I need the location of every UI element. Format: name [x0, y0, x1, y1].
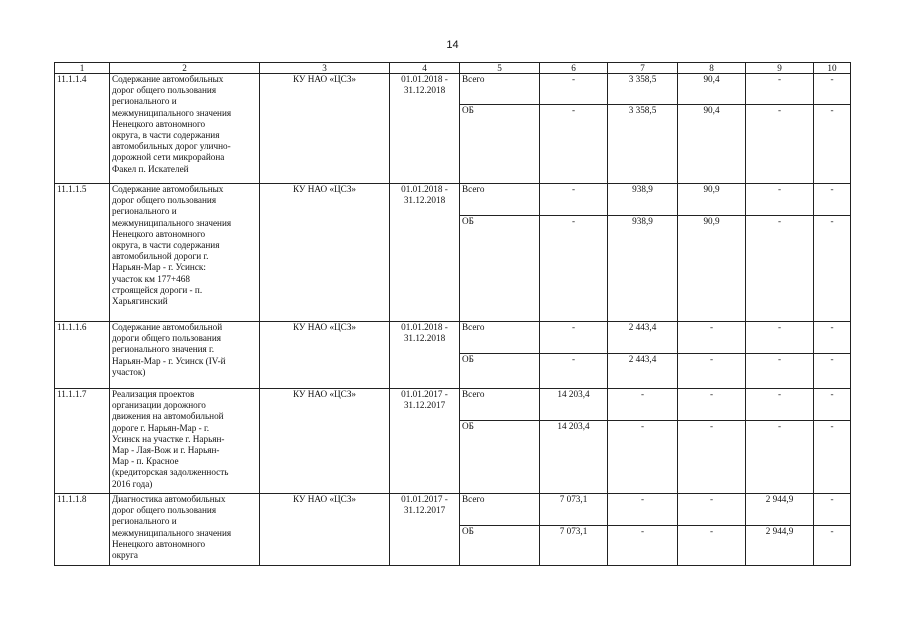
period: 01.01.2018 - 31.12.2018	[390, 322, 460, 389]
header-row	[55, 63, 851, 74]
funding-source: Всего	[460, 74, 540, 105]
cell-value: 14 203,4	[540, 389, 608, 421]
funding-source: ОБ	[460, 216, 540, 322]
period: 01.01.2017 - 31.12.2017	[390, 389, 460, 494]
funding-source: Всего	[460, 494, 540, 526]
period: 01.01.2018 - 31.12.2018	[390, 184, 460, 322]
cell-value: -	[678, 494, 746, 526]
funding-source: Всего	[460, 184, 540, 216]
responsible-org: КУ НАО «ЦСЗ»	[260, 184, 390, 322]
column-header: 3	[260, 63, 390, 74]
cell-value: -	[608, 389, 678, 421]
cell-value: -	[814, 421, 851, 494]
item-number: 11.1.1.7	[55, 389, 110, 494]
cell-value: -	[746, 389, 814, 421]
cell-value: -	[746, 322, 814, 354]
item-number: 11.1.1.8	[55, 494, 110, 566]
cell-value: -	[540, 105, 608, 184]
table-row	[55, 322, 851, 354]
column-header: 9	[746, 63, 814, 74]
column-header: 8	[678, 63, 746, 74]
responsible-org: КУ НАО «ЦСЗ»	[260, 389, 390, 494]
responsible-org: КУ НАО «ЦСЗ»	[260, 494, 390, 566]
cell-value: -	[540, 184, 608, 216]
cell-value: 90,9	[678, 184, 746, 216]
responsible-org: КУ НАО «ЦСЗ»	[260, 322, 390, 389]
column-header: 7	[608, 63, 678, 74]
table-row	[55, 494, 851, 526]
cell-value: -	[608, 526, 678, 566]
cell-value: -	[678, 354, 746, 389]
column-header: 6	[540, 63, 608, 74]
cell-value: -	[746, 74, 814, 105]
cell-value: 3 358,5	[608, 74, 678, 105]
cell-value: -	[814, 494, 851, 526]
item-description: Диагностика автомобильных дорог общего пользования регионального и межмуниципального значения Ненецкого автономного округа	[110, 494, 260, 566]
cell-value: -	[814, 74, 851, 105]
period: 01.01.2017 - 31.12.2017	[390, 494, 460, 566]
cell-value: -	[608, 421, 678, 494]
cell-value: -	[540, 74, 608, 105]
funding-source: Всего	[460, 389, 540, 421]
column-header: 2	[110, 63, 260, 74]
cell-value: -	[540, 216, 608, 322]
cell-value: -	[814, 184, 851, 216]
column-header: 10	[814, 63, 851, 74]
cell-value: 3 358,5	[608, 105, 678, 184]
cell-value: -	[814, 354, 851, 389]
table-row	[55, 389, 851, 421]
funding-source: ОБ	[460, 526, 540, 566]
item-number: 11.1.1.5	[55, 184, 110, 322]
item-description: Содержание автомобильной дороги общего пользования регионального значения г. Нарьян-Мар - г. Усинск (IV-й участок)	[110, 322, 260, 389]
cell-value: 2 944,9	[746, 494, 814, 526]
table-row	[55, 184, 851, 216]
cell-value: -	[540, 322, 608, 354]
period: 01.01.2018 - 31.12.2018	[390, 74, 460, 184]
cell-value: -	[678, 389, 746, 421]
funding-source: ОБ	[460, 421, 540, 494]
cell-value: 2 443,4	[608, 354, 678, 389]
cell-value: -	[746, 184, 814, 216]
table-row	[55, 74, 851, 105]
cell-value: 2 443,4	[608, 322, 678, 354]
cell-value: 90,9	[678, 216, 746, 322]
funding-source: ОБ	[460, 105, 540, 184]
page-number: 14	[446, 39, 459, 51]
column-header: 5	[460, 63, 540, 74]
item-number: 11.1.1.4	[55, 74, 110, 184]
program-table	[54, 62, 851, 566]
cell-value: -	[678, 526, 746, 566]
cell-value: 90,4	[678, 105, 746, 184]
item-description: Реализация проектов организации дорожного движения на автомобильной дороге г. Нарьян-Мар - г. Усинск на участке г. Нарьян- Мар - Лая-Вож и г. Нарьян- Мар - п. Красное (кредиторская задолженность 2016 года)	[110, 389, 260, 494]
cell-value: 14 203,4	[540, 421, 608, 494]
cell-value: -	[814, 526, 851, 566]
cell-value: -	[678, 421, 746, 494]
cell-value: -	[814, 322, 851, 354]
cell-value: 2 944,9	[746, 526, 814, 566]
column-header: 4	[390, 63, 460, 74]
cell-value: -	[814, 105, 851, 184]
responsible-org: КУ НАО «ЦСЗ»	[260, 74, 390, 184]
funding-source: Всего	[460, 322, 540, 354]
cell-value: -	[814, 216, 851, 322]
column-header: 1	[55, 63, 110, 74]
funding-source: ОБ	[460, 354, 540, 389]
cell-value: -	[746, 216, 814, 322]
cell-value: 938,9	[608, 184, 678, 216]
cell-value: -	[746, 354, 814, 389]
cell-value: -	[746, 105, 814, 184]
cell-value: 7 073,1	[540, 494, 608, 526]
cell-value: -	[814, 389, 851, 421]
cell-value: -	[678, 322, 746, 354]
cell-value: 938,9	[608, 216, 678, 322]
cell-value: 7 073,1	[540, 526, 608, 566]
item-description: Содержание автомобильных дорог общего пользования регионального и межмуниципального значения Ненецкого автономного округа, в части содержания автомобильных дорог улично- дорожной сети микрорайона Факел п. Искателей	[110, 74, 260, 184]
item-description: Содержание автомобильных дорог общего пользования регионального и межмуниципального значения Ненецкого автономного округа, в части содержания автомобильной дороги г. Нарьян-Мар - г. Усинск: участок км 177+468 строящейся дороги - п. Харьягинский	[110, 184, 260, 322]
item-number: 11.1.1.6	[55, 322, 110, 389]
cell-value: 90,4	[678, 74, 746, 105]
cell-value: -	[746, 421, 814, 494]
cell-value: -	[540, 354, 608, 389]
cell-value: -	[608, 494, 678, 526]
